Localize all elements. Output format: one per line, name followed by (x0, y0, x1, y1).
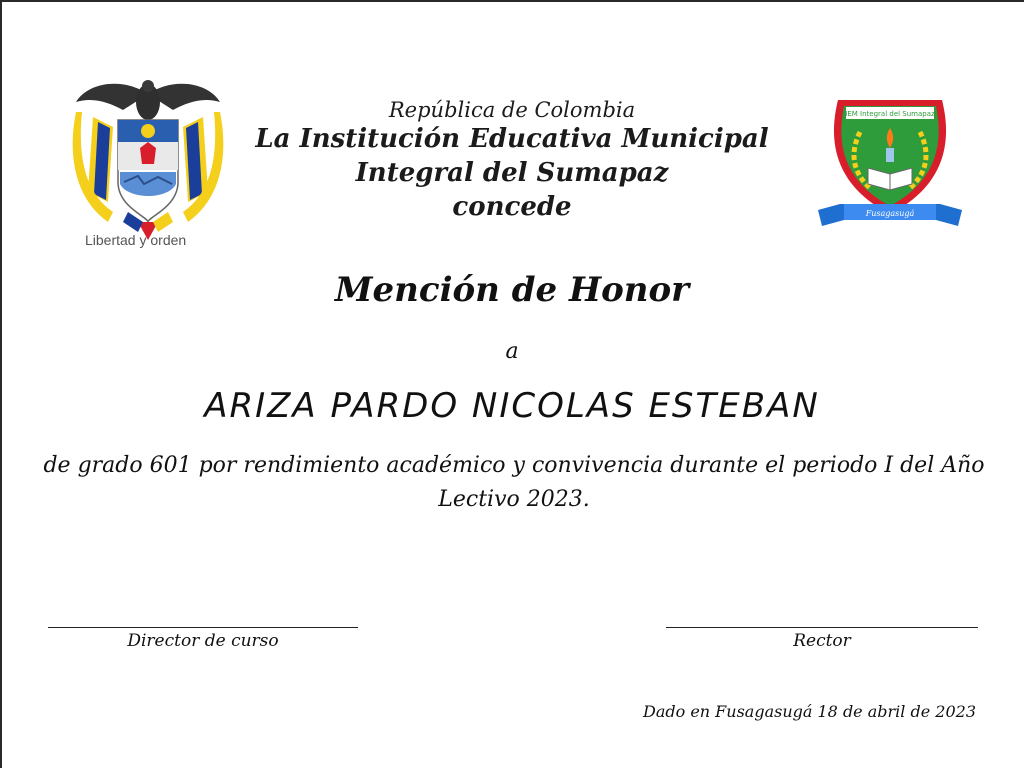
signature-label-left: Director de curso (127, 631, 279, 651)
description-line-1: de grado 601 por rendimiento académico y convivencia durante el periodo I del Año (43, 453, 985, 478)
connector-text: a (505, 339, 519, 364)
award-description (42, 449, 986, 517)
concede-line: concede (452, 192, 572, 222)
signature-line-left (48, 627, 358, 628)
school-crest-icon (810, 92, 970, 240)
institution-line: La Institución Educativa Municipal (255, 124, 769, 154)
school-banner-top: IEM Integral del Sumapaz (845, 110, 935, 118)
signature-line-right (666, 627, 978, 628)
recipient-name: ARIZA PARDO NICOLAS ESTEBAN (204, 386, 820, 426)
certificate-header (202, 98, 822, 224)
issue-date-place: Dado en Fusagasugá 18 de abril de 2023 (642, 702, 976, 721)
certificate-title: Mención de Honor (334, 270, 690, 310)
signature-label-right: Rector (793, 631, 851, 651)
country-line: República de Colombia (388, 98, 636, 122)
description-line-2: Lectivo 2023. (438, 487, 590, 512)
coat-motto: Libertad y orden (85, 232, 187, 248)
institution-name-line: Integral del Sumapaz (355, 158, 669, 188)
school-banner-bottom: Fusagasugá (865, 209, 915, 218)
